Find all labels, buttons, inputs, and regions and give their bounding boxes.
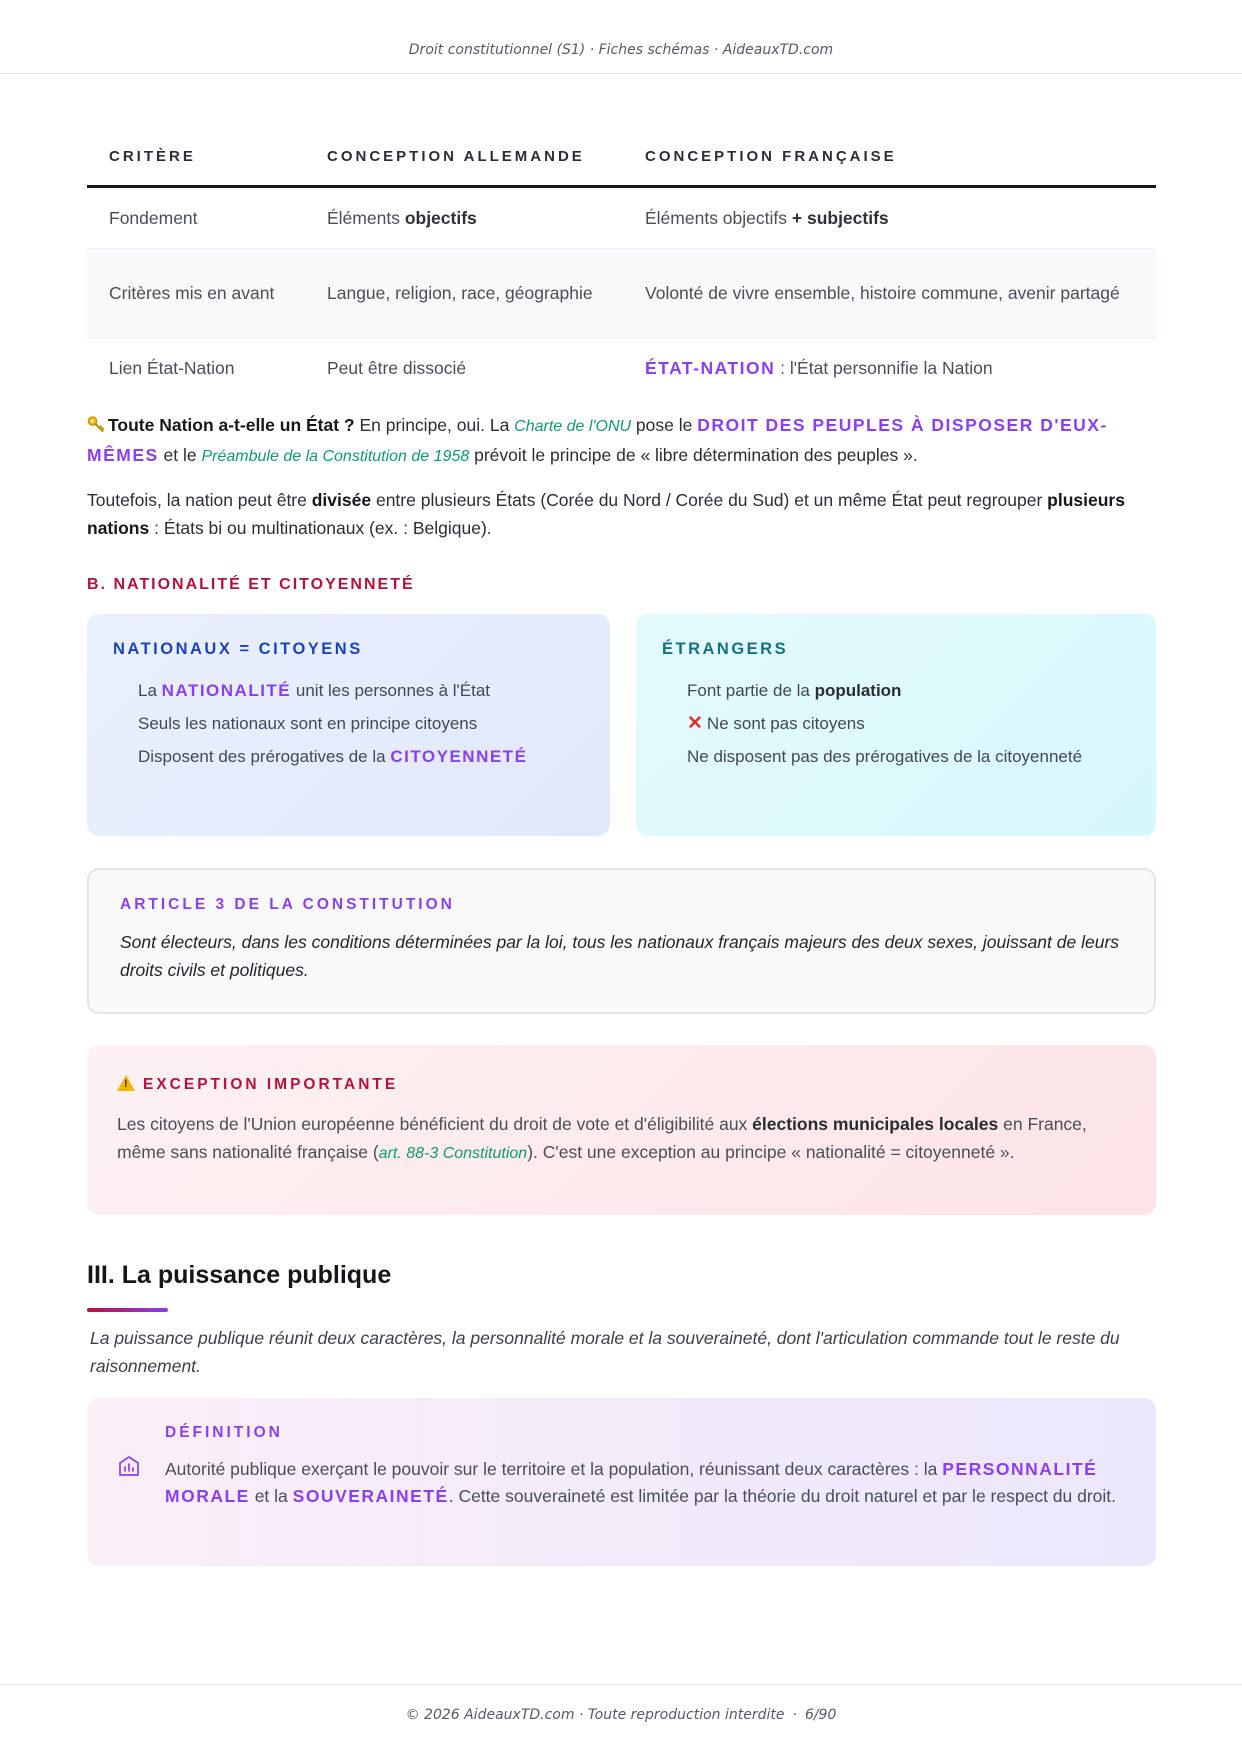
table-cell: Peut être dissocié bbox=[327, 357, 467, 378]
text: En principe, oui. La bbox=[354, 414, 515, 435]
text: et la bbox=[249, 1485, 293, 1506]
card-title: ÉTRANGERS bbox=[662, 639, 789, 658]
table-cell bbox=[623, 338, 1156, 399]
keyword-etat-nation: ÉTAT-NATION bbox=[645, 357, 776, 378]
section-title-iii: III. La puissance publique bbox=[87, 1260, 392, 1289]
keyword-droit-peuples: DROIT DES PEUPLES À DISPOSER D'EUX-MÊMES bbox=[87, 414, 1108, 465]
text: et le bbox=[158, 444, 202, 465]
table-row bbox=[87, 187, 1156, 249]
page-number: 6/90 bbox=[804, 1707, 837, 1723]
text: La bbox=[138, 680, 162, 700]
exception-title bbox=[117, 1073, 1126, 1094]
cell-text: : l'État personnifie la Nation bbox=[775, 357, 993, 378]
comparison-table bbox=[87, 128, 1156, 399]
article-quote: Sont électeurs, dans les conditions déterminées par la loi, tous les nationaux français majeurs des deux sexes, jouissant de leurs droits civils et politiques. bbox=[120, 931, 1120, 980]
keyword-citoyennete: CITOYENNETÉ bbox=[390, 746, 528, 766]
paragraph-nation-divisee bbox=[87, 486, 1156, 542]
text: . Cette souveraineté est limitée par la théorie du droit naturel et par le respect du droit. bbox=[448, 1485, 1117, 1506]
definition-text bbox=[165, 1456, 1126, 1510]
table-header-critere: CRITÈRE bbox=[87, 128, 305, 187]
text: Ne sont pas citoyens bbox=[706, 713, 865, 733]
definition-title: DÉFINITION bbox=[165, 1423, 283, 1441]
question-lead: Toute Nation a-t-elle un État ? bbox=[108, 414, 355, 435]
bold-population: population bbox=[814, 680, 902, 700]
list-item bbox=[687, 710, 1130, 738]
key-icon bbox=[87, 415, 105, 433]
text: entre plusieurs États (Corée du Nord / Corée du Sud) et un même État peut regrouper bbox=[371, 489, 1048, 510]
table-cell: Volonté de vivre ensemble, histoire commune, avenir partagé bbox=[623, 249, 1156, 338]
definition-box bbox=[87, 1398, 1156, 1566]
exception-title-text: EXCEPTION IMPORTANTE bbox=[143, 1075, 399, 1093]
list-item: Ne disposent pas des prérogatives de la citoyenneté bbox=[687, 746, 1083, 766]
institution-icon bbox=[117, 1454, 141, 1478]
cell-text: Éléments objectifs bbox=[645, 207, 792, 228]
table-cell bbox=[305, 187, 623, 249]
bold-plusieurs-nations: plusieurs nations bbox=[87, 489, 1125, 538]
section-accent-line bbox=[87, 1308, 168, 1312]
section-lead: La puissance publique réunit deux caractères, la personnalité morale et la souveraineté, dont l'articulation commande tout le reste du raisonnement. bbox=[90, 1327, 1120, 1376]
text: Toutefois, la nation peut être bbox=[87, 489, 312, 510]
paragraph-nation-etat bbox=[87, 411, 1156, 471]
list-item bbox=[138, 677, 584, 705]
list-item bbox=[687, 677, 1130, 705]
keyword-souverainete: SOUVERAINETÉ bbox=[292, 1485, 449, 1506]
card-nationaux bbox=[87, 614, 610, 836]
card-etrangers bbox=[636, 614, 1156, 836]
table-cell: Lien État-Nation bbox=[109, 357, 235, 378]
running-footer bbox=[0, 1684, 1242, 1754]
cell-bold: objectifs bbox=[404, 207, 477, 228]
table-header-francaise: CONCEPTION FRANÇAISE bbox=[623, 128, 1156, 187]
keyword-nationalite: NATIONALITÉ bbox=[161, 680, 292, 700]
table-row bbox=[87, 338, 1156, 399]
running-header bbox=[0, 0, 1242, 74]
subsection-title-b: B. NATIONALITÉ ET CITOYENNETÉ bbox=[87, 575, 415, 593]
text: Font partie de la bbox=[687, 680, 815, 700]
warning-icon bbox=[117, 1075, 135, 1091]
list-item: Seuls les nationaux sont en principe citoyens bbox=[138, 713, 478, 733]
citation-art-88-3: art. 88-3 Constitution bbox=[378, 1144, 528, 1162]
cross-mark-icon: ✕ bbox=[687, 712, 703, 734]
text: unit les personnes à l'État bbox=[291, 680, 491, 700]
text: Disposent des prérogatives de la bbox=[138, 746, 391, 766]
exception-box bbox=[87, 1045, 1156, 1215]
table-cell bbox=[623, 187, 1156, 249]
list-item bbox=[138, 743, 584, 771]
citation-preambule: Préambule de la Constitution de 1958 bbox=[201, 447, 470, 465]
cell-bold: + subjectifs bbox=[791, 207, 889, 228]
card-list bbox=[113, 677, 584, 771]
table-header-allemande: CONCEPTION ALLEMANDE bbox=[305, 128, 623, 187]
footer-separator: · bbox=[792, 1707, 797, 1723]
text: Les citoyens de l'Union européenne bénéficient du droit de vote et d'éligibilité aux bbox=[117, 1113, 753, 1134]
table-header-row bbox=[87, 128, 1156, 187]
card-list bbox=[662, 677, 1130, 771]
text: : États bi ou multinationaux (ex. : Belgique). bbox=[149, 517, 492, 538]
footer-copyright: © 2026 AideauxTD.com · Toute reproduction interdite bbox=[405, 1707, 785, 1723]
text: ). C'est une exception au principe « nationalité = citoyenneté ». bbox=[527, 1141, 1015, 1162]
card-title: NATIONAUX = CITOYENS bbox=[113, 639, 363, 658]
table-row bbox=[87, 249, 1156, 338]
bold-elections: élections municipales locales bbox=[752, 1113, 999, 1134]
text: en France, même sans nationalité française ( bbox=[117, 1113, 1087, 1162]
article-3-box bbox=[87, 868, 1156, 1014]
citation-charte-onu: Charte de l'ONU bbox=[514, 417, 632, 435]
cell-text: Éléments bbox=[327, 207, 405, 228]
exception-text bbox=[117, 1110, 1126, 1168]
comparison-cards bbox=[87, 614, 1156, 836]
table-cell: Fondement bbox=[109, 207, 198, 228]
text: prévoit le principe de « libre détermination des peuples ». bbox=[469, 444, 918, 465]
bold-divisee: divisée bbox=[311, 489, 372, 510]
page-content bbox=[87, 128, 1156, 1566]
running-title: Droit constitutionnel (S1) · Fiches schémas · AideauxTD.com bbox=[408, 42, 834, 58]
table-cell: Langue, religion, race, géographie bbox=[305, 249, 623, 338]
text: Autorité publique exerçant le pouvoir sur le territoire et la population, réunissant deux caractères : la bbox=[165, 1458, 943, 1479]
keyword-personnalite-morale: PERSONNALITÉ MORALE bbox=[165, 1458, 1098, 1506]
text: pose le bbox=[631, 414, 698, 435]
article-title: ARTICLE 3 DE LA CONSTITUTION bbox=[120, 895, 455, 913]
definition-body bbox=[165, 1424, 1126, 1540]
table-cell: Critères mis en avant bbox=[87, 249, 305, 338]
